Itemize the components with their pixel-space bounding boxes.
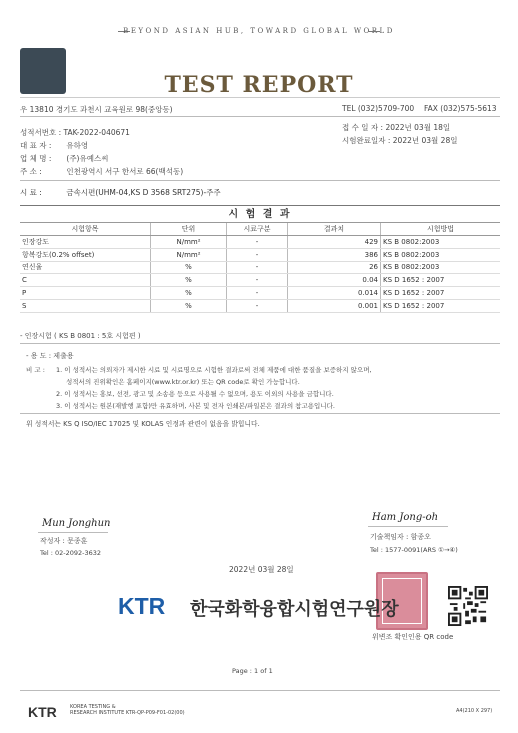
footer-org: [70, 704, 185, 716]
footer-divider: [20, 690, 500, 691]
accreditation-note: 위 성적서는 KS Q ISO/IEC 17025 및 KOLAS 인정과 관련이 없음을 밝힙니다.: [26, 420, 260, 428]
notes-divider: [20, 413, 500, 414]
info-divider: [20, 180, 500, 181]
ktr-logo: KTR: [118, 593, 166, 619]
lab-fax: FAX (032)575-5613: [424, 104, 497, 113]
sample-value: 금속시편(UHM-04,KS D 3568 SRT275)-주주: [66, 188, 221, 197]
cell-item: 연신율: [20, 261, 151, 274]
manager-role: 기술책임자 : 함종오: [370, 533, 431, 541]
author-role: 작성자 : 문종훈: [40, 537, 88, 545]
completion-date: [342, 135, 457, 146]
cell-item: 인장강도: [20, 236, 151, 249]
results-divider: [20, 343, 500, 344]
sample: [20, 187, 221, 198]
cell-class: -: [227, 274, 288, 287]
col-item: 시험항목: [20, 223, 151, 236]
cell-method: KS B 0802:2003: [381, 236, 501, 249]
author-signature: Mun Jonghun: [42, 518, 111, 529]
remark-line-3: 2. 이 성적서는 홍보, 선전, 광고 및 소송용 등으로 사용될 수 없으며, 용도 이외의 사용을 금합니다.: [56, 390, 334, 398]
completion-date-label: 시험완료일자 :: [342, 136, 391, 145]
cell-method: KS B 0802:2003: [381, 248, 501, 261]
col-class: 시료구분: [227, 223, 288, 236]
company-value: (주)유예스씨: [66, 154, 109, 163]
test-footnote: - 인장시험 ( KS B 0801 : 5호 시험편 ): [20, 332, 141, 340]
cell-unit: N/mm²: [151, 236, 227, 249]
results-heading: 시 험 결 과: [20, 205, 500, 223]
cell-unit: %: [151, 299, 227, 312]
table-row: [20, 299, 500, 312]
paper-size: A4(210 X 297): [456, 708, 493, 714]
verification-label: 위변조 확인인용 QR code: [372, 633, 454, 641]
report-number-value: TAK-2022-040671: [63, 128, 130, 137]
cell-unit: N/mm²: [151, 248, 227, 261]
col-method: 시험방법: [381, 223, 501, 236]
cell-class: -: [227, 299, 288, 312]
cell-value: 429: [288, 236, 381, 249]
cell-unit: %: [151, 274, 227, 287]
results-table: [20, 222, 500, 313]
manager-tel: Tel : 1577-0091(ARS ①→④): [370, 546, 458, 554]
manager-signature-line: [368, 526, 448, 527]
received-date-label: 접 수 일 자 :: [342, 123, 384, 132]
representative-value: 유하영: [66, 141, 89, 150]
table-row: [20, 248, 500, 261]
col-value: 결과치: [288, 223, 381, 236]
table-row: [20, 236, 500, 249]
author-signature-line: [38, 532, 108, 533]
cell-method: KS D 1652 : 2007: [381, 287, 501, 300]
company-address: [20, 166, 183, 177]
cell-item: 항복강도(0.2% offset): [20, 248, 151, 261]
table-row: [20, 274, 500, 287]
qr-code[interactable]: [448, 586, 488, 626]
cell-class: -: [227, 236, 288, 249]
tagline: BEYOND ASIAN HUB, TOWARD GLOBAL WORLD: [123, 27, 395, 35]
lab-address: 우 13810 경기도 과천시 교육원로 98(중앙동): [20, 105, 173, 114]
report-number: [20, 127, 130, 138]
issue-date: 2022년 03월 28일: [229, 565, 294, 574]
company: [20, 153, 108, 164]
remark-line-2: 성적서의 진위확인은 홈페이지(www.ktr.or.kr) 또는 QR code로 확인 가능합니다.: [66, 378, 300, 386]
manager-signature: Ham Jong-oh: [372, 512, 439, 523]
representative: [20, 140, 88, 151]
cell-item: S: [20, 299, 151, 312]
page-number: Page : 1 of 1: [232, 667, 273, 675]
cell-value: 386: [288, 248, 381, 261]
completion-date-value: 2022년 03월 28일: [392, 136, 458, 145]
title-divider: [20, 97, 500, 98]
company-address-value: 인천광역시 서구 한서로 66(백석동): [66, 167, 184, 176]
results-header-row: [20, 223, 500, 236]
cell-class: -: [227, 248, 288, 261]
header-divider: [20, 116, 500, 117]
purpose: - 용 도 : 제출용: [26, 352, 74, 360]
footer-org-line-2: RESEARCH INSTITUTE KTR-QP-P09-F01-02(00): [70, 710, 185, 716]
page-title: TEST REPORT: [164, 72, 354, 98]
cell-value: 0.04: [288, 274, 381, 287]
footer-org-line-1: KOREA TESTING &: [70, 704, 116, 710]
received-date-value: 2022년 03월 18일: [385, 123, 451, 132]
remark-line-1: 1. 이 성적서는 의뢰자가 제시한 시료 및 시료명으로 시험한 결과로써 전체 제품에 대한 품질을 보증하지 않으며,: [56, 366, 372, 374]
cell-method: KS D 1652 : 2007: [381, 299, 501, 312]
cell-unit: %: [151, 287, 227, 300]
representative-label: 대 표 자 :: [20, 141, 52, 150]
cell-value: 0.001: [288, 299, 381, 312]
received-date: [342, 122, 450, 133]
footer-ktr-logo: KTR: [28, 704, 57, 720]
organization-name: 한국화학융합시험연구원장: [190, 599, 399, 620]
cell-class: -: [227, 287, 288, 300]
cell-method: KS B 0802:2003: [381, 261, 501, 274]
report-number-label: 성적서번호 :: [20, 128, 62, 137]
tagline-rule-right: [368, 31, 380, 32]
cell-item: P: [20, 287, 151, 300]
table-row: [20, 261, 500, 274]
cell-class: -: [227, 261, 288, 274]
author-tel: Tel : 02-2092-3632: [40, 549, 102, 557]
lab-tel: TEL (032)5709-700: [342, 104, 415, 113]
remark-label: 비 고 :: [26, 366, 45, 374]
cell-value: 26: [288, 261, 381, 274]
table-row: [20, 287, 500, 300]
cell-unit: %: [151, 261, 227, 274]
cell-value: 0.014: [288, 287, 381, 300]
company-address-label: 주 소 :: [20, 167, 42, 176]
sample-label: 시 료 :: [20, 188, 42, 197]
company-label: 업 체 명 :: [20, 154, 52, 163]
remark-line-4: 3. 이 성적서는 원본(재발행 포함)만 유효하며, 사본 및 전자 인쇄본/파일본은 결과의 참고용입니다.: [56, 402, 335, 410]
col-unit: 단위: [151, 223, 227, 236]
cell-method: KS D 1652 : 2007: [381, 274, 501, 287]
cell-item: C: [20, 274, 151, 287]
